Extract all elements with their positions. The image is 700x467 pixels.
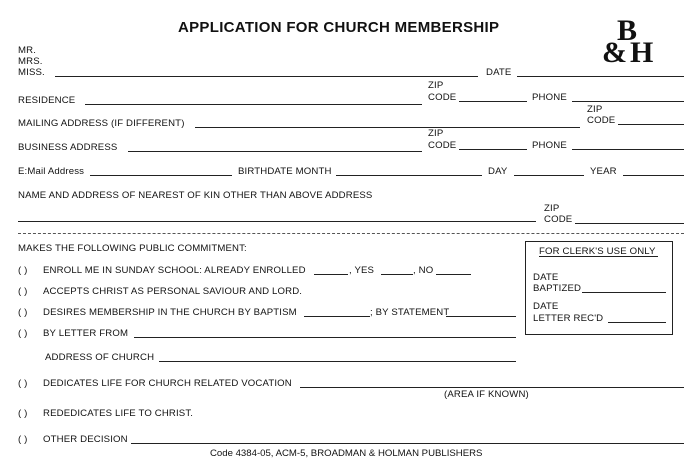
checkbox-dedicates[interactable]: ( ): [18, 378, 28, 389]
label-accepts: ACCEPTS CHRIST AS PERSONAL SAVIOUR AND LORD.: [43, 286, 303, 297]
checkbox-desires[interactable]: ( ): [18, 307, 28, 318]
kin-field[interactable]: [18, 221, 536, 222]
kin-zip-field[interactable]: [575, 223, 684, 224]
clerk-heading-underline: [539, 256, 658, 257]
bh-logo: [598, 10, 660, 64]
label-rededicates: REDEDICATES LIFE TO CHRIST.: [43, 408, 194, 419]
business-phone-field[interactable]: [572, 149, 684, 150]
statement-field[interactable]: [446, 316, 516, 317]
business-zip-field[interactable]: [459, 149, 527, 150]
svg-text:&: &: [602, 36, 627, 64]
section-divider: [18, 233, 684, 234]
label-code: CODE: [544, 214, 573, 225]
label-address-of-church: ADDRESS OF CHURCH: [45, 352, 155, 363]
enrolled-field[interactable]: [314, 274, 348, 275]
baptism-field[interactable]: [304, 316, 370, 317]
yes-field[interactable]: [381, 274, 413, 275]
business-field[interactable]: [128, 151, 422, 152]
svg-text:H: H: [630, 36, 654, 64]
label-yes: , YES: [349, 265, 375, 276]
label-business: BUSINESS ADDRESS: [18, 142, 118, 153]
footer-code: Code 4384-05, ACM-5, BROADMAN & HOLMAN PUBLISHERS: [210, 448, 483, 459]
residence-zip-field[interactable]: [459, 101, 527, 102]
label-mrs: MRS.: [18, 56, 43, 67]
label-zip: ZIP: [428, 80, 444, 91]
checkbox-letter[interactable]: ( ): [18, 328, 28, 339]
label-zip: ZIP: [428, 128, 444, 139]
label-enroll: ENROLL ME IN SUNDAY SCHOOL: ALREADY ENROLLED: [43, 265, 306, 276]
no-field[interactable]: [436, 274, 471, 275]
label-by-statement: ; BY STATEMENT: [370, 307, 450, 318]
checkbox-rededicates[interactable]: ( ): [18, 408, 28, 419]
label-email: E:Mail Address: [18, 166, 85, 177]
letter-from-field[interactable]: [134, 337, 516, 338]
label-no: , NO: [413, 265, 434, 276]
checkbox-enroll[interactable]: ( ): [18, 265, 28, 276]
label-clerk-date-1: DATE: [533, 272, 559, 283]
birth-day-field[interactable]: [514, 175, 584, 176]
label-kin: NAME AND ADDRESS OF NEAREST OF KIN OTHER THAN ABOVE ADDRESS: [18, 190, 373, 201]
label-phone: PHONE: [532, 140, 567, 151]
label-day: DAY: [488, 166, 508, 177]
label-zip: ZIP: [587, 104, 603, 115]
label-code: CODE: [587, 115, 616, 126]
mailing-field[interactable]: [195, 127, 580, 128]
label-residence: RESIDENCE: [18, 95, 76, 106]
label-area-if-known: (AREA IF KNOWN): [444, 389, 529, 400]
date-field[interactable]: [517, 76, 684, 77]
label-desires: DESIRES MEMBERSHIP IN THE CHURCH BY BAPTISM: [43, 307, 297, 318]
residence-field[interactable]: [85, 104, 422, 105]
mailing-zip-field[interactable]: [618, 124, 684, 125]
letter-recd-date-field[interactable]: [608, 322, 666, 323]
label-mr: MR.: [18, 45, 37, 56]
form-title: APPLICATION FOR CHURCH MEMBERSHIP: [178, 19, 500, 36]
vocation-field[interactable]: [300, 387, 684, 388]
other-decision-field[interactable]: [131, 443, 684, 444]
commitment-heading: MAKES THE FOLLOWING PUBLIC COMMITMENT:: [18, 243, 247, 254]
label-miss: MISS.: [18, 67, 45, 78]
checkbox-other[interactable]: ( ): [18, 434, 28, 445]
residence-phone-field[interactable]: [572, 101, 684, 102]
label-baptized: BAPTIZED: [533, 283, 582, 294]
label-zip: ZIP: [544, 203, 560, 214]
clerk-heading: FOR CLERK'S USE ONLY: [539, 246, 656, 257]
church-address-field[interactable]: [159, 361, 516, 362]
birth-month-field[interactable]: [336, 175, 482, 176]
label-phone: PHONE: [532, 92, 567, 103]
checkbox-accepts[interactable]: ( ): [18, 286, 28, 297]
baptized-date-field[interactable]: [582, 292, 666, 293]
birth-year-field[interactable]: [623, 175, 684, 176]
label-birthdate-month: BIRTHDATE MONTH: [238, 166, 332, 177]
label-date: DATE: [486, 67, 512, 78]
label-mailing: MAILING ADDRESS (IF DIFFERENT): [18, 118, 185, 129]
label-code: CODE: [428, 140, 457, 151]
label-code: CODE: [428, 92, 457, 103]
label-year: YEAR: [590, 166, 617, 177]
svg-text:B: B: [617, 14, 638, 47]
label-letter-recd: LETTER REC'D: [533, 313, 604, 324]
email-field[interactable]: [90, 175, 232, 176]
label-clerk-date-2: DATE: [533, 301, 559, 312]
label-by-letter: BY LETTER FROM: [43, 328, 129, 339]
label-dedicates: DEDICATES LIFE FOR CHURCH RELATED VOCATION: [43, 378, 292, 389]
name-field[interactable]: [55, 76, 478, 77]
label-other: OTHER DECISION: [43, 434, 128, 445]
